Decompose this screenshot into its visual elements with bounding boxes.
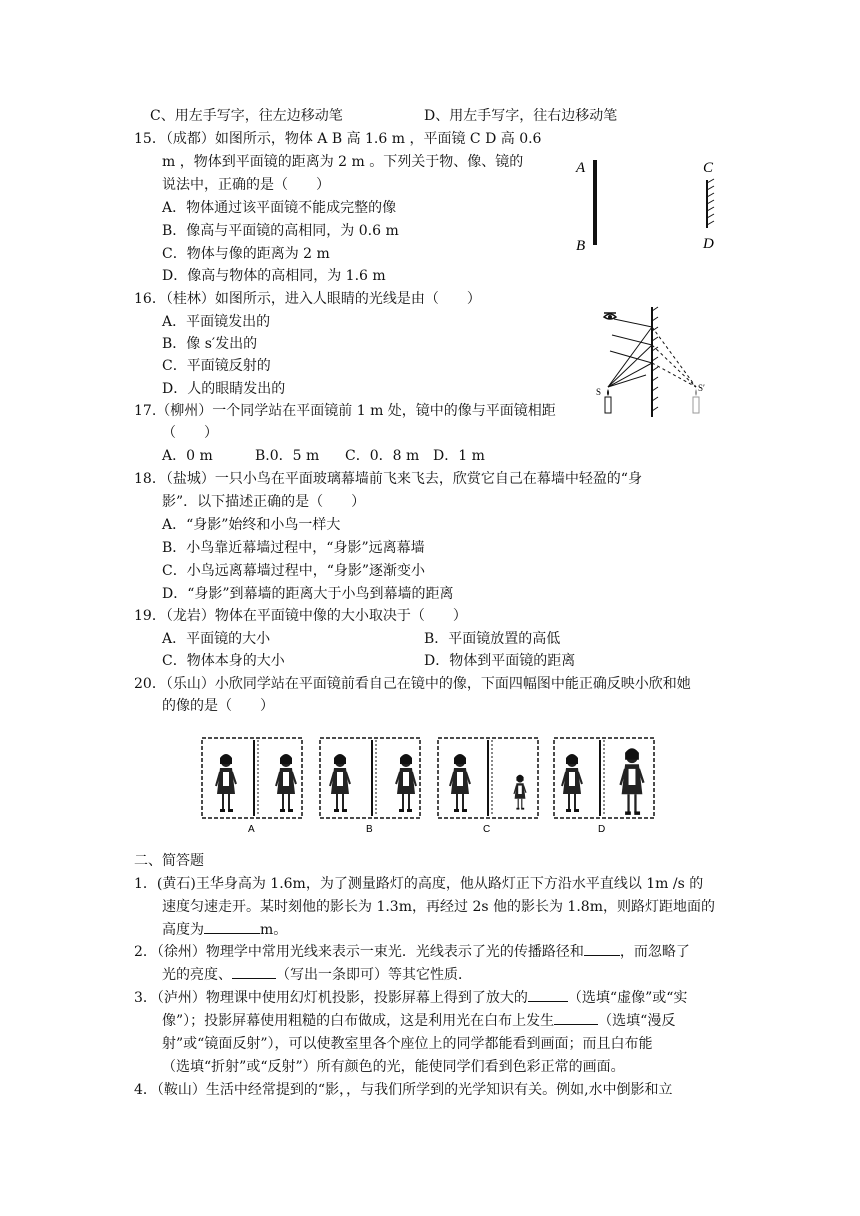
section-heading: 二、简答题 [134,853,204,869]
q19-option-c: C．物体本身的大小 [162,653,285,669]
sa3-blank-1[interactable] [528,987,568,1002]
sa3-line3: 射”或“镜面反射”），可以使教室里各个座位上的同学都能看到画面；而且白布能 [162,1036,653,1052]
q19-stem: 19．（龙岩）物体在平面镜中像的大小取决于（ ） [134,608,467,624]
q17-option-b: B.0．5 m [255,448,320,464]
q16-option-d: D．人的眼睛发出的 [162,381,286,397]
q16-option-b: B．像 s′发出的 [162,336,258,352]
sa3-blank-2[interactable] [554,1010,598,1025]
q15-figure [570,150,730,260]
sa2-line2-text: 光的亮度、 [162,967,232,983]
eye-icon [604,313,616,319]
sa1-line1: 1．(黄石)王华身高为 1.6m，为了测量路灯的高度，他从路灯正下方沿水平直线以 1m /s 的 [134,876,704,892]
sa3-line1-text: 3．（泸州）物理课中使用幻灯机投影，投影屏幕上得到了放大的 [134,990,528,1006]
sa3-line1 [134,987,687,1009]
panel-c-label: C [483,824,491,835]
label-s-prime: S′ [698,383,705,393]
q18-option-d: D．“身影”到幕墙的距离大于小鸟到幕墙的距离 [162,586,454,602]
sa4-line1: 4．（鞍山）生活中经常提到的“影，，与我们所学到的光学知识有关。例如,水中倒影和立 [134,1082,673,1098]
mirror-hatch [707,179,714,225]
q17-option-a: A．0 m [162,448,213,464]
q14-option-d: D、用左手写字，往右边移动笔 [424,108,618,124]
sa2-line1-text: 2．（徐州）物理学中常用光线来表示一束光．光线表示了光的传播路径和 [134,944,584,960]
q15-option-a: A．物体通过该平面镜不能成完整的像 [162,200,397,216]
q16-option-c: C．平面镜反射的 [162,358,271,374]
q16-figure [590,305,720,425]
q17-option-d: D．1 m [433,448,485,464]
q18-option-c: C．小鸟远离幕墙过程中，“身影”逐渐变小 [162,563,426,579]
panel-c [438,738,538,835]
light-rays [608,319,652,387]
label-c: C [703,160,714,176]
q16-stem: 16．（桂林）如图所示，进入人眼睛的光线是由（ ） [134,291,481,307]
sa2-line1 [134,941,690,963]
q17-option-c: C．0．8 m [345,448,420,464]
q15-stem-line1: 15．（成都）如图所示，物体 A B 高 1.6 m ，平面镜 C D 高 0.6 [134,131,542,147]
sa3-line4: （选填“折射”或“反射”）所有颜色的光，能使同学们看到色彩正常的画面。 [162,1059,625,1075]
sa1-answer-blank[interactable] [204,919,260,934]
q15-option-c: C．物体与像的距离为 2 m [162,246,330,262]
sa1-line3-unit: m。 [260,922,288,938]
sa2-blank-1[interactable] [584,941,620,956]
label-b: B [576,238,586,254]
sa2-line2-tail: （写出一条即可）等其它性质． [276,967,472,983]
sa2-line1-tail: ，而忽略了 [619,944,690,960]
q16-option-a: A．平面镜发出的 [162,314,271,330]
panel-b [320,738,420,835]
sa3-line2 [162,1010,675,1032]
sa2-blank-2[interactable] [232,964,276,979]
sa1-line3 [162,919,287,941]
q20-stem-line1: 20．（乐山）小欣同学站在平面镜前看自己在镜中的像，下面四幅图中能正确反映小欣和她 [134,676,691,692]
q15-option-b: B．像高与平面镜的高相同，为 0.6 m [162,223,399,239]
label-s: S [596,387,602,397]
panel-a [202,738,302,835]
sa1-line3-text: 高度为 [162,922,204,938]
q20-figure [198,732,660,836]
q17-stem-line2: （ ） [162,425,218,441]
q17-stem-line1: 17.（柳州）一个同学站在平面镜前 1 m 处，镜中的像与平面镜相距 [134,403,556,419]
q20-stem-line2: 的像的是（ ） [162,698,274,714]
panel-b-label: B [366,824,373,835]
q14-option-c: C、用左手写字，往左边移动笔 [150,108,343,124]
panel-a-label: A [248,824,255,835]
label-d: D [703,236,714,252]
sa3-line2-text: 像”）；投影屏幕使用粗糙的白布做成，这是利用光在白布上发生 [162,1013,555,1029]
sa3-line1-tail: （选填“虚像”或“实 [567,990,688,1006]
virtual-rays [652,327,696,387]
sa3-line2-tail: （选填“漫反 [598,1013,676,1029]
q15-option-d: D．像高与物体的高相同，为 1.6 m [162,268,386,284]
q15-stem-line3: 说法中，正确的是（ ） [162,177,330,193]
q18-stem-line2: 影”．以下描述正确的是（ ） [162,494,366,510]
q18-option-a: A．“身影”始终和小鸟一样大 [162,517,341,533]
candle-s [605,389,611,413]
label-a: A [576,160,586,176]
q18-stem-line1: 18．（盐城）一只小鸟在平面玻璃幕墙前飞来飞去，欣赏它自己在幕墙中轻盈的“身 [134,471,642,487]
q19-option-a: A．平面镜的大小 [162,631,271,647]
panel-d [554,738,654,835]
q19-option-b: B．平面镜放置的高低 [424,631,561,647]
panel-d-label: D [598,824,606,835]
q15-stem-line2: m ，物体到平面镜的距离为 2 m 。下列关于物、像、镜的 [162,154,524,170]
q18-option-b: B．小鸟靠近幕墙过程中，“身影”远离幕墙 [162,540,425,556]
sa1-line2: 速度匀速走开。某时刻他的影长为 1.3m，再经过 2s 他的影长为 1.8m，则路灯距地面的 [162,899,715,915]
q19-option-d: D．物体到平面镜的距离 [424,653,576,669]
sa2-line2 [162,964,472,986]
